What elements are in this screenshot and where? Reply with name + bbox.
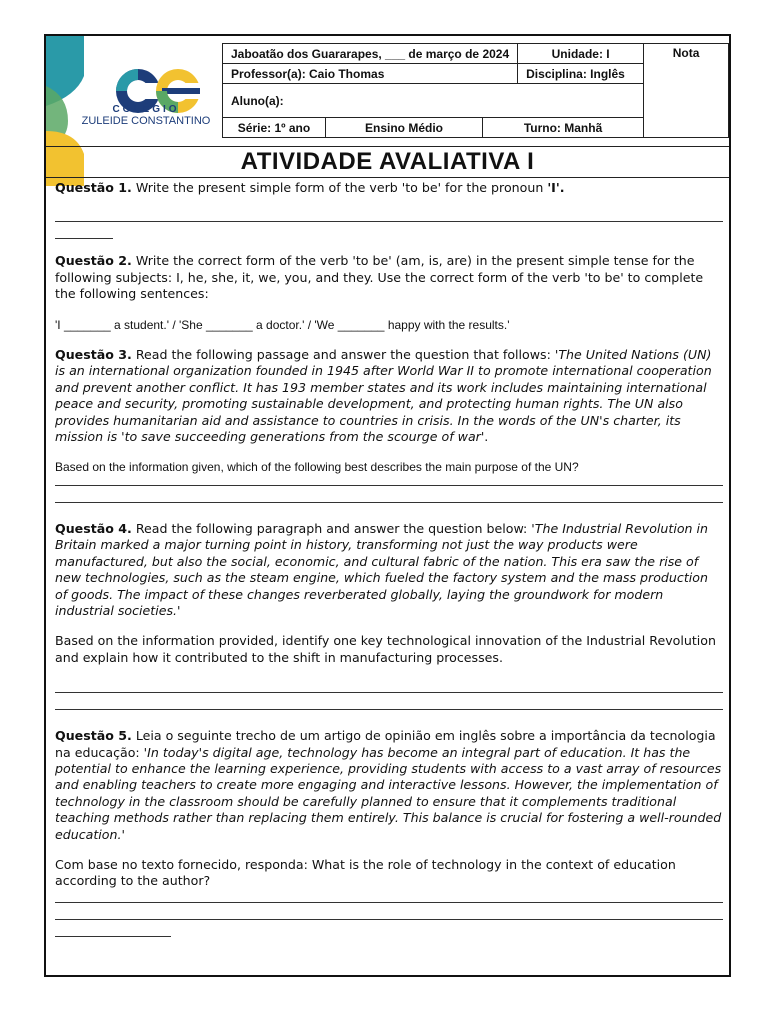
question-4-intro: Read the following paragraph and answer the question below: ' xyxy=(131,520,535,536)
question-3-label: Questão 3. xyxy=(55,347,132,363)
question-3 xyxy=(55,347,723,445)
header-table xyxy=(222,43,729,138)
answer-line[interactable] xyxy=(55,502,723,503)
worksheet-page xyxy=(44,34,731,977)
question-2 xyxy=(55,253,723,302)
page-title: ATIVIDADE AVALIATIVA I xyxy=(46,146,729,178)
answer-line[interactable] xyxy=(55,709,723,710)
questions xyxy=(55,180,723,937)
school-name-line2: ZULEIDE CONSTANTINO xyxy=(81,115,211,127)
answer-line[interactable] xyxy=(55,485,723,486)
question-1-text: Write the present simple form of the verb 'to be' for the pronoun xyxy=(131,180,548,195)
subject-field: Disciplina: Inglês xyxy=(518,64,644,84)
question-4-label: Questão 4. xyxy=(55,520,132,536)
question-4-close: ' xyxy=(177,602,181,618)
answer-line[interactable] xyxy=(55,221,723,222)
question-5-passage: In today's digital age, technology has become an integral part of education. It has the potential to enhance the learning experience, providing students with access to a vast array of resources and enabling teachers to create more engaging and interactive lessons. However, the implementation of technology in the classroom should be carefully planned to ensure that it complements traditional teaching methods rather than replacing them entirely. This balance is crucial for fostering a well-rounded education. xyxy=(55,744,722,842)
teacher-field: Professor(a): Caio Thomas xyxy=(223,64,518,84)
question-4 xyxy=(55,521,723,619)
shift-field: Turno: Manhã xyxy=(483,118,644,138)
answer-line[interactable] xyxy=(55,936,171,937)
answer-line[interactable] xyxy=(55,919,723,920)
question-5-close: ' xyxy=(121,826,125,842)
question-1 xyxy=(55,180,723,196)
question-3-close: '. xyxy=(480,429,489,445)
question-3-prompt: Based on the information given, which of the following best describes the main purpose of the UN? xyxy=(55,460,579,475)
grade-field[interactable]: Nota xyxy=(644,44,729,138)
question-3-intro: Read the following passage and answer the question that follows: ' xyxy=(131,347,559,363)
question-1-label: Questão 1. xyxy=(55,180,132,195)
school-name xyxy=(58,104,234,127)
question-5 xyxy=(55,728,723,843)
question-4-prompt: Based on the information provided, identify one key technological innovation of the Industrial Revolution and explain how it contributed to the shift in manufacturing processes. xyxy=(55,633,716,665)
question-5-label: Questão 5. xyxy=(55,728,132,744)
answer-line[interactable] xyxy=(55,692,723,693)
question-5-prompt: Com base no texto fornecido, responda: What is the role of technology in the context of education according to the author? xyxy=(55,856,676,889)
question-4-passage: The Industrial Revolution in Britain marked a major turning point in history, transforming not just the way products were manufactured, but also the social, economic, and cultural fabric of the nation. This era saw the rise of new technologies, such as the steam engine, which fueled the factory system and the mass production of goods. The impact of these changes reverberated globally, laying the groundwork for modern industrial societies. xyxy=(55,520,709,618)
location-date: Jaboatão dos Guararapes, ___ de março de 2024 xyxy=(223,44,518,64)
unit-field: Unidade: I xyxy=(518,44,644,64)
student-name-field[interactable]: Aluno(a): xyxy=(223,84,644,118)
school-name-line1: COLÉGIO xyxy=(112,104,180,115)
answer-line[interactable] xyxy=(55,902,723,903)
question-2-label: Questão 2. xyxy=(55,253,132,269)
question-1-pronoun: 'I'. xyxy=(547,180,565,195)
question-2-text: Write the correct form of the verb 'to be' (am, is, are) in the present simple tense for the following subjects: I, he, she, it, we, you, and they. Use the correct form of the verb 'to be' to complete the following sentences: xyxy=(55,253,704,302)
answer-line[interactable] xyxy=(55,238,113,239)
question-5-intro: Leia o seguinte trecho de um artigo de opinião em inglês sobre a importância da tecnologia na educação: ' xyxy=(55,728,716,760)
question-2-sentences: 'I _______ a student.' / 'She _______ a doctor.' / 'We _______ happy with the results.' xyxy=(55,317,510,332)
series-field: Série: 1º ano xyxy=(223,118,326,138)
level-field: Ensino Médio xyxy=(326,118,483,138)
question-3-passage: The United Nations (UN) is an international organization founded in 1945 after World War II to promote international cooperation and prevent another conflict. It has 193 member states and its work includes maintaining international peace and security, promoting sustainable development, and protecting human rights. The UN also provides humanitarian aid and assistance to countries in crisis. In the words of the UN's charter, its mission is 'to save succeeding generations from the scourge of war xyxy=(55,347,712,445)
